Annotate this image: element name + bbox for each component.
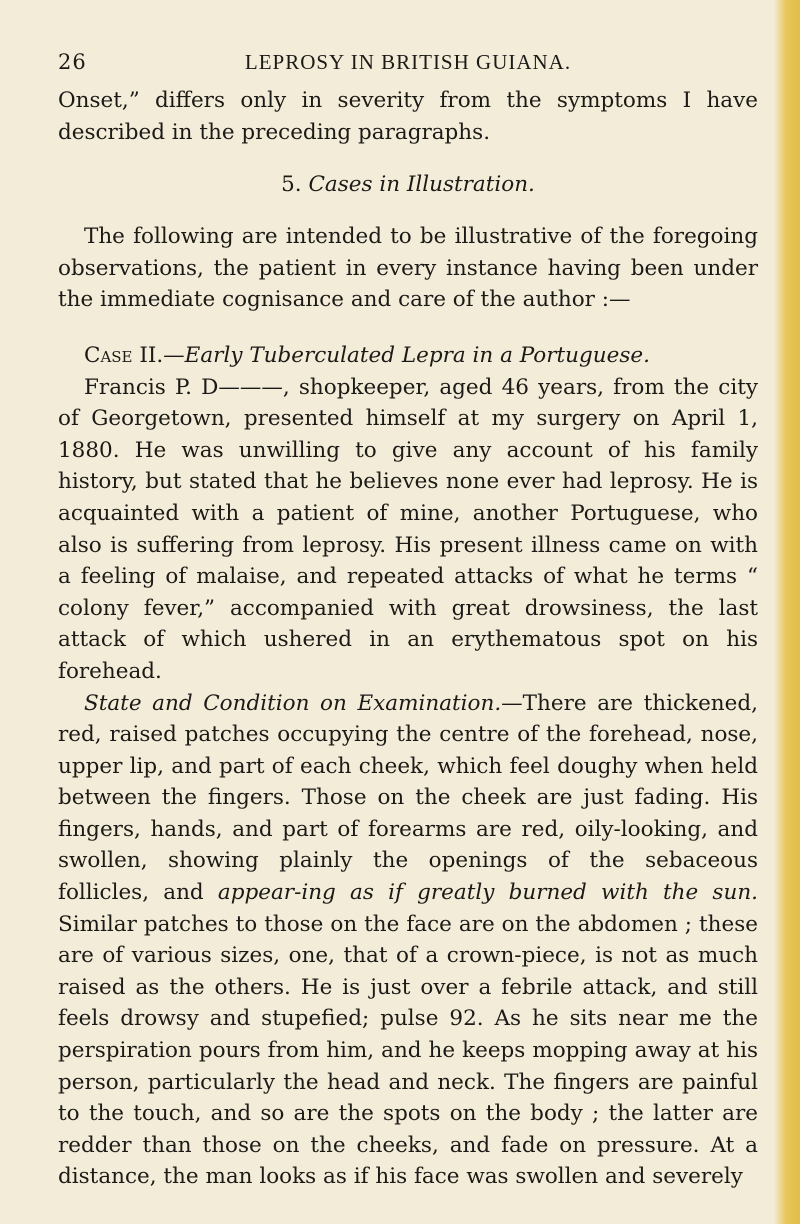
page-number: 26 [58, 50, 87, 74]
state-italic: appear-ing as if greatly burned with the sun. [217, 880, 758, 906]
paragraph-history: Francis P. D———, shopkeeper, aged 46 years, from the city of Georgetown, presented himself at my surgery on April 1, 1880. He was unwilling to give any account of his family history, but stated that he believes none ever had leprosy. He is acquainted with a patient of mine, another Portuguese, who also is suffering from leprosy. His present illness came on with a feeling of malaise, and repeated attacks of what he terms “ colony fever,” accompanied with great drowsiness, the last attack of which ushered in an erythematous spot on his forehead. [58, 374, 758, 684]
case-label: Case II. [84, 342, 164, 368]
state-text-1: —There are thickened, red, raised patches occupying the centre of the forehead, nose, upper lip, and part of each cheek, which feel doughy when held between the fingers. Those on the cheek are just fading. His fingers, hands, and part of forearms are red, oily-looking, and swollen, showing plainly the openings of the sebaceous follicles, and [58, 690, 758, 906]
state-text-2: Similar patches to those on the face are on the abdomen ; these are of various sizes, one, that of a crown-piece, is not as much raised as the others. He is just over a febrile attack, and still feels drowsy and stupefied; pulse 92. As he sits near me the perspiration pours from him, and he keeps mopping away at his person, particularly the head and neck. The fingers are painful to the touch, and so are the spots on the body ; the latter are redder than those on the cheeks, and fade on pressure. At a distance, the man looks as if his face was swollen and severely [58, 911, 758, 1190]
page-header [58, 50, 758, 75]
page-edge [774, 0, 800, 1224]
paragraph-following: The following are intended to be illustrative of the foregoing observations, the patient in every instance having been under the immediate cognisance and care of the author :— [58, 224, 758, 313]
case-title: Early Tuberculated Lepra in a Portuguese. [184, 342, 650, 368]
case-dash: — [163, 342, 185, 368]
paragraph-onset: Onset,” differs only in severity from the symptoms I have described in the preceding paragraphs. [58, 88, 758, 145]
book-page [58, 50, 758, 1193]
state-label: State and Condition on Examination. [84, 690, 502, 716]
section-title: Cases in Illustration. [308, 172, 535, 198]
paragraph-state [58, 688, 758, 1194]
section-heading [58, 172, 758, 197]
case-heading [58, 340, 758, 372]
section-number: 5. [281, 172, 302, 198]
running-title: LEPROSY IN BRITISH GUIANA. [244, 50, 572, 74]
